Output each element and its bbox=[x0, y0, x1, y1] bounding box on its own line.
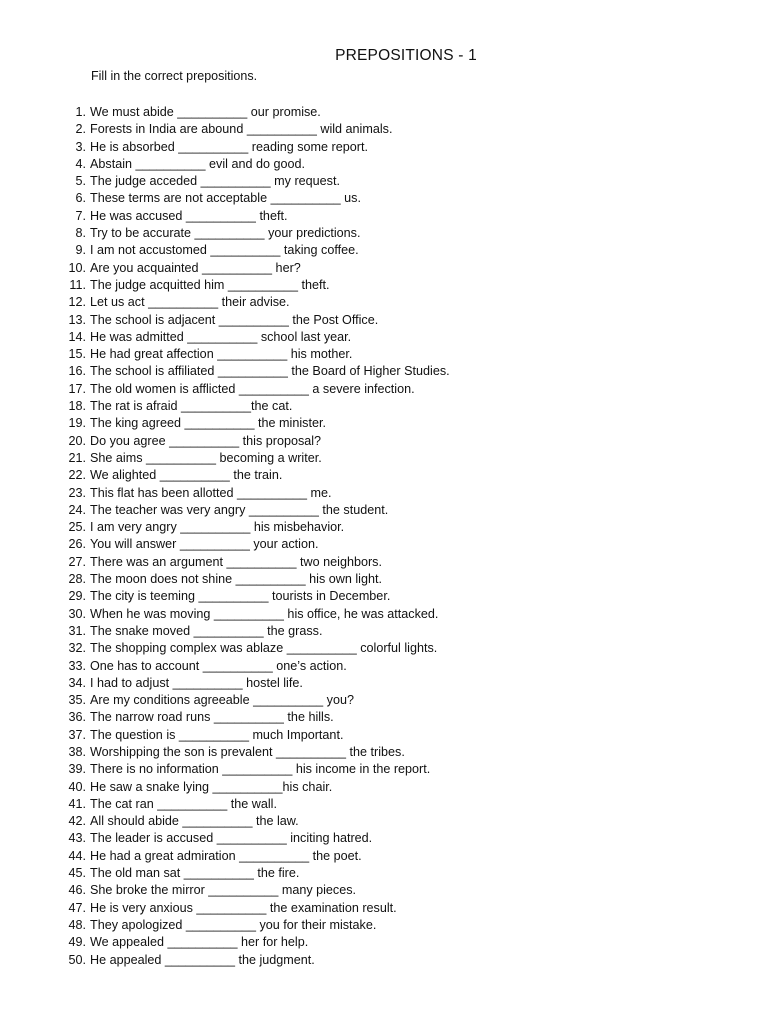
question-list bbox=[0, 104, 768, 969]
question-item bbox=[0, 208, 768, 225]
question-item bbox=[0, 104, 768, 121]
question-number: 26. bbox=[68, 537, 86, 552]
question-number: 27. bbox=[68, 554, 86, 569]
question-number: 34. bbox=[68, 675, 86, 690]
question-text: We must abide __________ our promise. bbox=[90, 105, 321, 119]
question-item bbox=[0, 139, 768, 156]
question-item bbox=[0, 623, 768, 640]
question-number: 10. bbox=[68, 260, 86, 275]
question-text: There is no information __________ his income in the report. bbox=[90, 762, 431, 777]
question-item bbox=[0, 225, 768, 242]
question-number: 16. bbox=[68, 364, 86, 379]
question-item bbox=[0, 121, 768, 138]
question-number: 24. bbox=[68, 502, 86, 517]
question-number: 20. bbox=[68, 433, 86, 448]
question-item bbox=[0, 779, 768, 796]
question-item bbox=[0, 848, 768, 865]
question-text: He appealed __________ the judgment. bbox=[90, 952, 315, 967]
question-item bbox=[0, 658, 768, 675]
question-text: Do you agree __________ this proposal? bbox=[90, 433, 322, 448]
question-number: 38. bbox=[68, 744, 86, 759]
question-number: 35. bbox=[68, 693, 86, 708]
question-number: 18. bbox=[68, 399, 86, 414]
question-number: 45. bbox=[68, 866, 86, 881]
question-number: 46. bbox=[68, 883, 86, 898]
question-text: He is absorbed __________ reading some report. bbox=[90, 139, 368, 154]
question-number: 49. bbox=[68, 935, 86, 950]
question-number: 39. bbox=[68, 762, 86, 777]
question-number: 50. bbox=[68, 952, 86, 967]
question-text: These terms are not acceptable __________ us. bbox=[90, 191, 361, 206]
question-item bbox=[0, 882, 768, 899]
question-item bbox=[0, 294, 768, 311]
question-item bbox=[0, 934, 768, 951]
question-number: 17. bbox=[68, 381, 86, 396]
question-number: 2. bbox=[75, 122, 86, 137]
question-item bbox=[0, 381, 768, 398]
question-text: The teacher was very angry __________ the student. bbox=[90, 502, 389, 517]
question-item bbox=[0, 156, 768, 173]
question-text: The snake moved __________ the grass. bbox=[90, 623, 323, 638]
question-number: 48. bbox=[68, 917, 86, 932]
question-number: 31. bbox=[68, 623, 86, 638]
question-number: 9. bbox=[75, 243, 86, 258]
question-number: 28. bbox=[68, 572, 86, 587]
question-item bbox=[0, 450, 768, 467]
question-item bbox=[0, 433, 768, 450]
question-number: 33. bbox=[68, 658, 86, 673]
question-text: He was admitted __________ school last year. bbox=[90, 329, 352, 344]
question-number: 11. bbox=[69, 277, 86, 292]
question-text: Try to be accurate __________ your predictions. bbox=[90, 226, 361, 241]
question-text: The king agreed __________ the minister. bbox=[90, 416, 326, 431]
question-number: 15. bbox=[68, 347, 86, 362]
question-text: I had to adjust __________ hostel life. bbox=[90, 675, 303, 690]
question-item bbox=[0, 398, 768, 415]
question-item bbox=[0, 260, 768, 277]
question-number: 40. bbox=[68, 779, 86, 794]
question-text: The old man sat __________ the fire. bbox=[90, 866, 300, 881]
question-text: We alighted __________ the train. bbox=[90, 468, 283, 483]
question-item bbox=[0, 692, 768, 709]
question-text: The school is affiliated __________ the Board of Higher Studies. bbox=[90, 364, 450, 379]
question-item bbox=[0, 813, 768, 830]
question-text: When he was moving __________ his office, he was attacked. bbox=[90, 606, 439, 621]
question-number: 22. bbox=[68, 468, 86, 483]
question-item bbox=[0, 830, 768, 847]
question-item bbox=[0, 519, 768, 536]
question-number: 1. bbox=[75, 105, 86, 119]
question-text: This flat has been allotted __________ me. bbox=[90, 485, 332, 500]
question-item bbox=[0, 363, 768, 380]
question-text: He was accused __________ theft. bbox=[90, 208, 288, 223]
question-number: 7. bbox=[75, 208, 86, 223]
question-item bbox=[0, 865, 768, 882]
question-item bbox=[0, 727, 768, 744]
question-item bbox=[0, 173, 768, 190]
question-item bbox=[0, 502, 768, 519]
question-text: The cat ran __________ the wall. bbox=[90, 796, 277, 811]
question-text: There was an argument __________ two neighbors. bbox=[90, 554, 382, 569]
question-text: Let us act __________ their advise. bbox=[90, 295, 290, 310]
question-number: 29. bbox=[68, 589, 86, 604]
question-text: The city is teeming __________ tourists in December. bbox=[90, 589, 391, 604]
question-item bbox=[0, 744, 768, 761]
question-number: 23. bbox=[68, 485, 86, 500]
question-text: The judge acquitted him __________ theft. bbox=[90, 277, 330, 292]
question-item bbox=[0, 675, 768, 692]
question-item bbox=[0, 554, 768, 571]
question-item bbox=[0, 917, 768, 934]
question-text: He had great affection __________ his mother. bbox=[90, 347, 353, 362]
question-text: The narrow road runs __________ the hills. bbox=[90, 710, 334, 725]
question-number: 4. bbox=[75, 156, 86, 171]
question-text: We appealed __________ her for help. bbox=[90, 935, 309, 950]
question-text: Abstain __________ evil and do good. bbox=[90, 156, 305, 171]
question-item bbox=[0, 277, 768, 294]
question-text: She aims __________ becoming a writer. bbox=[90, 450, 322, 465]
question-text: All should abide __________ the law. bbox=[90, 814, 299, 829]
question-number: 3. bbox=[75, 139, 86, 154]
question-number: 25. bbox=[68, 520, 86, 535]
question-item bbox=[0, 900, 768, 917]
question-text: The question is __________ much Important. bbox=[90, 727, 344, 742]
question-text: You will answer __________ your action. bbox=[90, 537, 319, 552]
question-number: 14. bbox=[68, 329, 86, 344]
question-text: He saw a snake lying __________his chair. bbox=[90, 779, 333, 794]
question-number: 43. bbox=[68, 831, 86, 846]
question-text: The rat is afraid __________the cat. bbox=[90, 399, 293, 414]
question-number: 6. bbox=[75, 191, 86, 206]
question-number: 36. bbox=[68, 710, 86, 725]
question-item bbox=[0, 796, 768, 813]
question-item bbox=[0, 606, 768, 623]
question-text: They apologized __________ you for their mistake. bbox=[90, 917, 377, 932]
question-number: 30. bbox=[68, 606, 86, 621]
question-text: The judge acceded __________ my request. bbox=[90, 174, 340, 189]
question-item bbox=[0, 536, 768, 553]
question-item bbox=[0, 415, 768, 432]
question-item bbox=[0, 346, 768, 363]
question-item bbox=[0, 571, 768, 588]
question-item bbox=[0, 588, 768, 605]
question-item bbox=[0, 312, 768, 329]
question-number: 13. bbox=[68, 312, 86, 327]
question-item bbox=[0, 709, 768, 726]
question-number: 19. bbox=[68, 416, 86, 431]
question-text: He is very anxious __________ the examination result. bbox=[90, 900, 397, 915]
question-text: The old women is afflicted __________ a severe infection. bbox=[90, 381, 415, 396]
question-text: The leader is accused __________ inciting hatred. bbox=[90, 831, 373, 846]
question-number: 12. bbox=[68, 295, 86, 310]
question-text: Forests in India are abound __________ wild animals. bbox=[90, 122, 393, 137]
question-text: The shopping complex was ablaze __________ colorful lights. bbox=[90, 641, 438, 656]
instruction-text: Fill in the correct prepositions. bbox=[91, 69, 258, 83]
question-number: 32. bbox=[68, 641, 86, 656]
question-number: 47. bbox=[68, 900, 86, 915]
question-text: He had a great admiration __________ the poet. bbox=[90, 848, 362, 863]
question-text: I am not accustomed __________ taking coffee. bbox=[90, 243, 359, 258]
question-text: Are you acquainted __________ her? bbox=[90, 260, 301, 275]
question-text: I am very angry __________ his misbehavior. bbox=[90, 520, 345, 535]
question-item bbox=[0, 952, 768, 969]
page-title: PREPOSITIONS - 1 bbox=[335, 47, 477, 64]
question-item bbox=[0, 485, 768, 502]
question-item bbox=[0, 761, 768, 778]
question-text: She broke the mirror __________ many pieces. bbox=[90, 883, 357, 898]
question-number: 41. bbox=[68, 796, 86, 811]
question-item bbox=[0, 190, 768, 207]
question-item bbox=[0, 467, 768, 484]
question-number: 8. bbox=[75, 226, 86, 241]
question-item bbox=[0, 640, 768, 657]
question-number: 5. bbox=[75, 174, 86, 189]
question-text: Worshipping the son is prevalent __________ the tribes. bbox=[90, 744, 405, 759]
question-text: Are my conditions agreeable __________ you? bbox=[90, 693, 354, 708]
question-text: The school is adjacent __________ the Post Office. bbox=[90, 312, 379, 327]
question-item bbox=[0, 242, 768, 259]
question-text: The moon does not shine __________ his own light. bbox=[90, 572, 382, 587]
question-text: One has to account __________ one’s action. bbox=[90, 658, 347, 673]
question-number: 42. bbox=[68, 814, 86, 829]
question-item bbox=[0, 329, 768, 346]
question-number: 21. bbox=[68, 450, 86, 465]
question-number: 44. bbox=[68, 848, 86, 863]
question-number: 37. bbox=[68, 727, 86, 742]
